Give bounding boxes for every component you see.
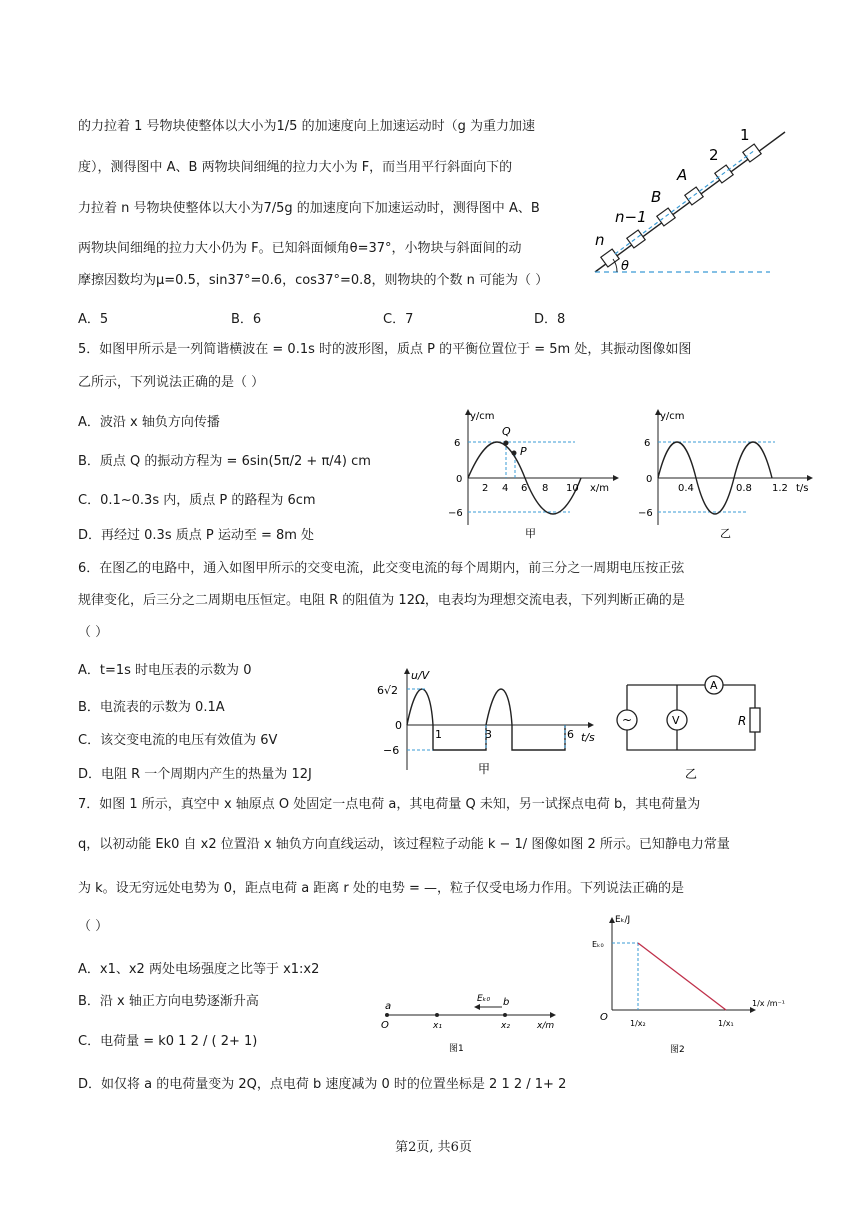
label-b: B xyxy=(651,188,662,206)
caption-fig1: 图1 xyxy=(449,1044,464,1054)
tick-2: 2 xyxy=(482,483,489,494)
tick-0-8: 0.8 xyxy=(736,483,752,494)
q4-line-2: 度），测得图中 A、B 两物块间细绳的拉力大小为 F，而当用平行斜面向下的 xyxy=(78,160,513,175)
resistor-label: R xyxy=(738,714,747,728)
y-label: y/cm xyxy=(470,411,495,422)
sine-hump-2 xyxy=(486,689,512,725)
label-o: O xyxy=(600,1012,608,1023)
figure-1-axis xyxy=(375,985,570,1055)
incline-figure xyxy=(585,120,800,280)
q4-line-5: 摩擦因数均为μ=0.5，sin37°=0.6，cos37°=0.8，则物块的个数 n 可能为（ ） xyxy=(78,273,549,288)
x-unit-label: x/m xyxy=(537,1021,555,1031)
q5-option-a[interactable]: A．波沿 x 轴负方向传播 xyxy=(78,415,220,430)
q7-option-b[interactable]: B．沿 x 轴正方向电势逐渐升高 xyxy=(78,994,259,1009)
ek-line xyxy=(638,943,726,1010)
q4-line-3: 力拉着 n 号物块使整体以大小为7/5g 的加速度向下加速运动时，测得图中 A、B xyxy=(78,201,540,216)
caption-yi: 乙 xyxy=(720,527,731,540)
label-ek0: Eₖ₀ xyxy=(592,940,604,949)
q5-option-d[interactable]: D．再经过 0.3s 质点 P 运动至 = 8m 处 xyxy=(78,528,315,543)
q6-option-c[interactable]: C．该交变电流的电压有效值为 6V xyxy=(78,733,278,748)
q4-option-d[interactable]: D．8 xyxy=(534,312,566,327)
block-1 xyxy=(743,144,761,162)
x-label: 1/x /m⁻¹ xyxy=(752,999,785,1008)
tick-1: 1 xyxy=(435,728,442,741)
resistor xyxy=(750,708,760,732)
q6-option-a[interactable]: A．t=1s 时电压表的示数为 0 xyxy=(78,663,252,678)
q5-option-c[interactable]: C．0.1~0.3s 内，质点 P 的路程为 6cm xyxy=(78,493,316,508)
vibration-graph-yi xyxy=(630,405,820,540)
tick-6: 6 xyxy=(644,438,651,449)
q4-line-4: 两物块间细绳的拉力大小仍为 F。已知斜面倾角θ=37°，小物块与斜面间的动 xyxy=(78,241,522,256)
tick-6: 6 xyxy=(454,438,461,449)
q4-option-a[interactable]: A．5 xyxy=(78,312,109,327)
tick-6root2: 6√2 xyxy=(377,684,399,697)
q4-option-b[interactable]: B．6 xyxy=(231,312,262,327)
point-q xyxy=(504,441,509,446)
label-x1: x₁ xyxy=(433,1021,442,1031)
figure-2-graph xyxy=(590,910,800,1060)
constant-segment-2 xyxy=(512,725,565,750)
tick-3: 3 xyxy=(485,728,492,741)
caption-jia: 甲 xyxy=(525,527,536,540)
q5-stem-line-1: 5．如图甲所示是一列简谐横波在 = 0.1s 时的波形图，质点 P 的平衡位置位于 = 5m 处，其振动图像如图 xyxy=(78,342,692,357)
ac-source-symbol: ~ xyxy=(622,713,633,727)
u-label: u/V xyxy=(411,669,430,682)
label-p: P xyxy=(520,445,527,458)
q6-stem-line-2: 规律变化，后三分之二周期电压恒定。电阻 R 的阻值为 12Ω，电表均为理想交流电表，下列判断正确的是 xyxy=(78,593,685,608)
tick-6x: 6 xyxy=(521,483,528,494)
label-o: O xyxy=(381,1020,389,1031)
tick-minus-6: −6 xyxy=(383,744,400,757)
tick-origin: 0 xyxy=(395,719,402,732)
x-label: x/m xyxy=(590,483,610,494)
tick-origin: 0 xyxy=(646,474,653,485)
circuit-wires xyxy=(627,685,755,750)
tick-minus-6: −6 xyxy=(638,508,653,519)
q5-option-b[interactable]: B．质点 Q 的振动方程为 = 6sin(5π/2 + π/4) cm xyxy=(78,454,371,469)
tick-1-over-x2: 1/x₂ xyxy=(630,1019,646,1028)
block-n-minus-1 xyxy=(627,230,645,248)
q7-option-c[interactable]: C．电荷量 = k0 1 2 / ( 2+ 1) xyxy=(78,1034,258,1049)
y-label: Eₖ/J xyxy=(615,915,631,925)
ammeter-label: A xyxy=(710,679,718,692)
tick-1-over-x1: 1/x₁ xyxy=(718,1019,734,1028)
q7-stem-line-1: 7．如图 1 所示，真空中 x 轴原点 O 处固定一点电荷 a，其电荷量 Q 未知，另一试探点电荷 b，其电荷量为 xyxy=(78,797,701,812)
point-p xyxy=(512,451,517,456)
t-label: t/s xyxy=(796,483,809,494)
label-ek0: Eₖ₀ xyxy=(477,994,491,1004)
caption-yi: 乙 xyxy=(685,767,698,781)
tick-origin: 0 xyxy=(456,474,463,485)
t-label: t/s xyxy=(581,731,595,744)
q6-option-b[interactable]: B．电流表的示数为 0.1A xyxy=(78,700,225,715)
label-n: n xyxy=(595,231,605,249)
label-x2: x₂ xyxy=(501,1021,510,1031)
q4-line-1: 的力拉着 1 号物块使整体以大小为1/5 的加速度向上加速运动时（g 为重力加速 xyxy=(78,119,535,134)
point-x1 xyxy=(435,1013,439,1017)
label-theta: θ xyxy=(621,259,629,274)
circuit-yi xyxy=(610,670,780,785)
q6-stem-line-3: （ ） xyxy=(78,625,109,640)
block-n xyxy=(601,249,619,267)
charge-b xyxy=(503,1013,507,1017)
block-2 xyxy=(715,165,733,183)
tick-4: 4 xyxy=(502,483,509,494)
label-n-minus-1: n−1 xyxy=(615,208,647,226)
label-1: 1 xyxy=(740,126,750,144)
q7-option-a[interactable]: A．x1、x2 两处电场强度之比等于 x1:x2 xyxy=(78,962,320,977)
wave-graph-jia xyxy=(440,405,625,540)
q7-option-d[interactable]: D．如仅将 a 的电荷量变为 2Q，点电荷 b 速度减为 0 时的位置坐标是 2 1 2 / 1+ 2 xyxy=(78,1077,567,1092)
charge-a xyxy=(385,1013,389,1017)
q7-stem-line-2: q，以初动能 Ek0 自 x2 位置沿 x 轴负方向直线运动，该过程粒子动能 k − 1/ 图像如图 2 所示。已知静电力常量 xyxy=(78,837,730,852)
label-a: A xyxy=(677,166,688,184)
caption-fig2: 图2 xyxy=(670,1045,685,1055)
page-footer: 第2页, 共6页 xyxy=(395,1140,472,1155)
voltmeter-label: V xyxy=(672,714,680,727)
q5-stem-line-2: 乙所示，下列说法正确的是（ ） xyxy=(78,375,265,390)
tick-1-2: 1.2 xyxy=(772,483,788,494)
q7-stem-line-3: 为 k。设无穷远处电势为 0，距点电荷 a 距离 r 处的电势 = —，粒子仅受电场力作用。下列说法正确的是 xyxy=(78,881,685,896)
tick-0-4: 0.4 xyxy=(678,483,694,494)
tick-10: 10 xyxy=(566,483,579,494)
label-2: 2 xyxy=(709,146,719,164)
caption-jia: 甲 xyxy=(478,762,491,776)
tick-6: 6 xyxy=(567,728,574,741)
label-b: b xyxy=(503,997,510,1008)
q4-option-c[interactable]: C．7 xyxy=(383,312,414,327)
q7-stem-line-4: （ ） xyxy=(78,919,109,934)
q6-option-d[interactable]: D．电阻 R 一个周期内产生的热量为 12J xyxy=(78,767,312,782)
voltage-graph-jia xyxy=(355,665,605,780)
tick-minus-6: −6 xyxy=(448,508,463,519)
label-a: a xyxy=(385,1001,392,1012)
y-label: y/cm xyxy=(660,411,685,422)
tick-8: 8 xyxy=(542,483,549,494)
sine-hump-1 xyxy=(407,689,433,725)
label-q: Q xyxy=(502,425,511,438)
q6-stem-line-1: 6．在图乙的电路中，通入如图甲所示的交变电流，此交变电流的每个周期内，前三分之一周期电压按正弦 xyxy=(78,561,685,576)
